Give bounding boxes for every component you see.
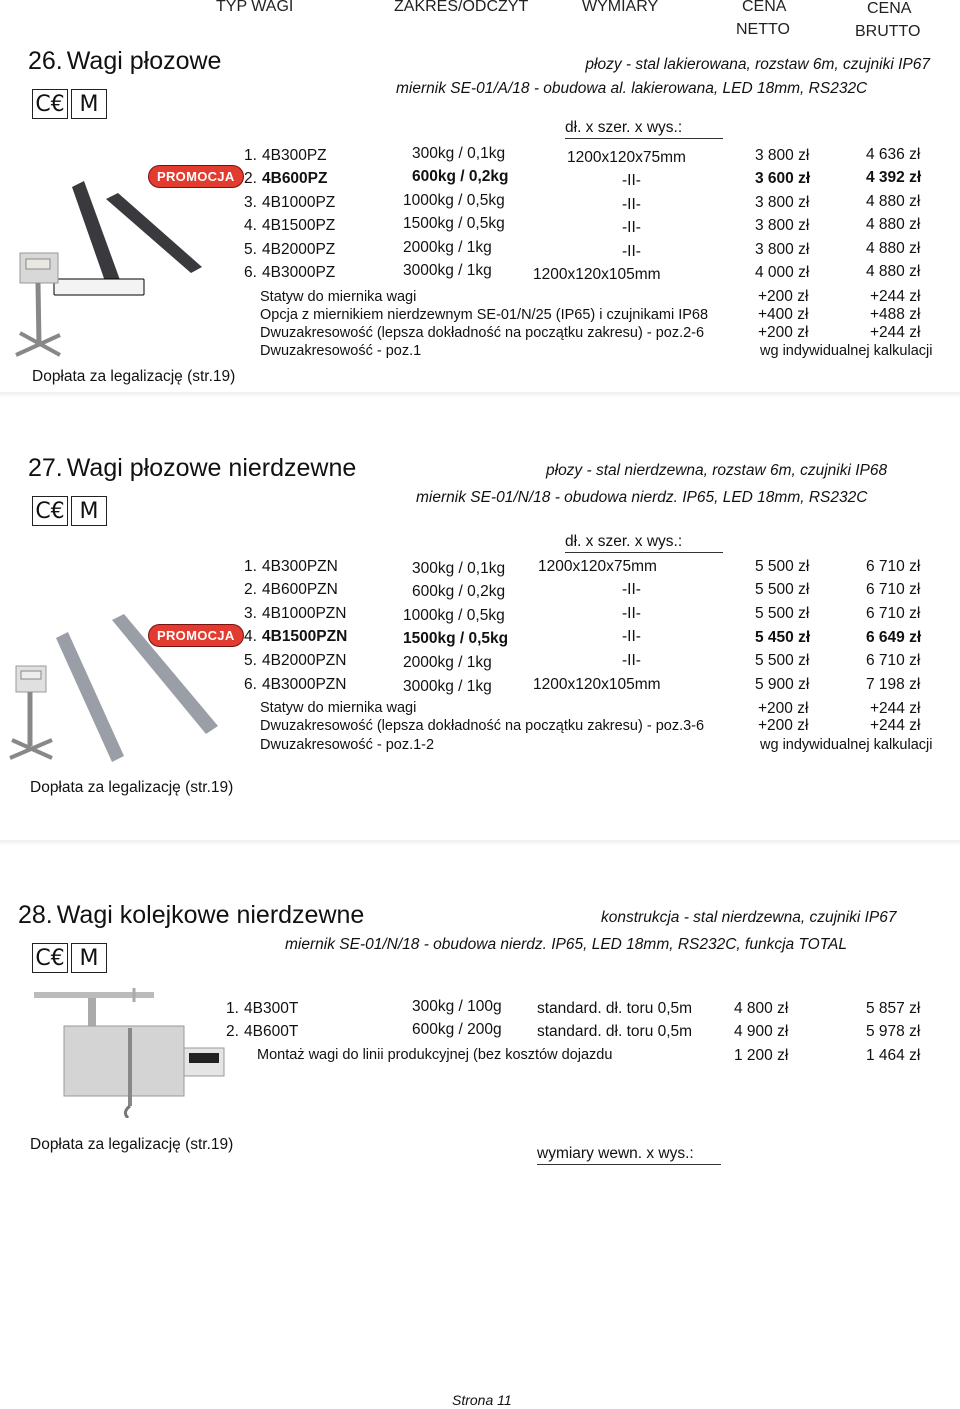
row-range: 3000kg / 1kg (403, 262, 492, 279)
row-brutto: 5 978 zł (866, 1023, 921, 1040)
section-26-title-text: Wagi płozowe (66, 47, 222, 75)
row-range: 300kg / 0,1kg (412, 145, 506, 162)
row-netto: 4 900 zł (734, 1023, 789, 1040)
row-index: 3. (244, 194, 257, 211)
row-netto: 3 800 zł (755, 194, 810, 211)
section-28-number: 28. (18, 901, 53, 929)
row-netto: 5 500 zł (755, 605, 810, 622)
header-typ: TYP WAGI (216, 0, 294, 15)
m-mark-icon: M (71, 496, 107, 526)
extra-netto: +400 zł (758, 306, 809, 323)
section-28-desc1: konstrukcja - stal nierdzewna, czujniki IP67 (601, 909, 897, 926)
row-netto: 3 800 zł (755, 147, 810, 164)
ce-mark-icon: C€ (32, 89, 68, 119)
section-26-title (28, 47, 221, 76)
section-26-desc1: płozy - stal lakierowana, rozstaw 6m, czujniki IP67 (585, 56, 930, 73)
extra-label: Statyw do miernika wagi (260, 700, 417, 716)
header-wymiary: WYMIARY (582, 0, 659, 15)
row-model: 4B300PZ (262, 147, 327, 164)
ce-mark-icon: C€ (32, 496, 68, 526)
row-model: 4B1000PZ (262, 194, 336, 211)
row-brutto: 4 880 zł (866, 240, 921, 257)
extra-brutto: +244 zł (870, 717, 921, 734)
row-range: 1000kg / 0,5kg (403, 192, 505, 209)
row-dim: -II- (622, 652, 641, 669)
extra-label: Montaż wagi do linii produkcyjnej (bez kosztów dojazdu (257, 1047, 613, 1063)
row-brutto: 6 710 zł (866, 581, 921, 598)
row-index: 1. (226, 1000, 239, 1017)
extra-brutto: 1 464 zł (866, 1047, 921, 1064)
row-index: 1. (244, 147, 257, 164)
row-range: 2000kg / 1kg (403, 654, 492, 671)
section-26-footnote: Dopłata za legalizację (str.19) (32, 368, 236, 385)
extra-note: wg indywidualnej kalkulacji (760, 737, 933, 753)
section-28-dim-label: wymiary wewn. x wys.: (537, 1145, 721, 1165)
row-brutto: 4 880 zł (866, 193, 921, 210)
m-mark-icon: M (71, 943, 107, 973)
header-brutto-1: CENA (867, 0, 912, 17)
extra-brutto: +488 zł (870, 306, 921, 323)
row-model: 4B600PZ (262, 170, 328, 187)
row-range: 3000kg / 1kg (403, 678, 492, 695)
extra-label: Opcja z miernikiem nierdzewnym SE-01/N/25 (IP65) i czujnikami IP68 (260, 307, 709, 323)
row-model: 4B1500PZ (262, 217, 336, 234)
stainless-runners-image (8, 570, 240, 770)
row-range: 2000kg / 1kg (403, 239, 492, 256)
section-28-title (18, 901, 364, 930)
row-brutto: 6 710 zł (866, 605, 921, 622)
row-model: 4B1000PZN (262, 605, 347, 622)
row-brutto: 4 880 zł (866, 216, 921, 233)
row-netto: 5 450 zł (755, 629, 811, 646)
row-range: 1500kg / 0,5kg (403, 630, 509, 647)
header-netto-2: NETTO (736, 21, 790, 38)
row-model: 4B3000PZN (262, 676, 347, 693)
row-dim: standard. dł. toru 0,5m (537, 1000, 693, 1017)
m-mark-icon: M (71, 89, 107, 119)
row-dim: 1200x120x105mm (533, 676, 661, 693)
section-27-title (28, 454, 356, 483)
header-brutto-2: BRUTTO (855, 23, 921, 40)
row-netto: 5 900 zł (755, 676, 810, 693)
row-brutto: 4 636 zł (866, 146, 921, 163)
row-dim: 1200x120x105mm (533, 266, 661, 283)
promo-badge: PROMOCJA (148, 165, 244, 188)
row-index: 1. (244, 558, 257, 575)
extra-label: Dwuzakresowość (lepsza dokładność na początku zakresu) - poz.3-6 (260, 718, 705, 734)
row-dim: -II- (622, 243, 641, 260)
row-netto: 5 500 zł (755, 652, 810, 669)
row-netto: 3 800 zł (755, 241, 810, 258)
section-27-number: 27. (28, 454, 63, 482)
row-range: 600kg / 200g (412, 1021, 502, 1038)
row-brutto: 6 710 zł (866, 652, 921, 669)
section-divider (0, 840, 960, 846)
extra-netto: +200 zł (758, 717, 809, 734)
row-index: 4. (244, 628, 257, 645)
row-index: 5. (244, 241, 257, 258)
row-index: 2. (226, 1023, 239, 1040)
row-range: 300kg / 0,1kg (412, 560, 506, 577)
extra-brutto: +244 zł (870, 324, 921, 341)
extra-netto: +200 zł (758, 288, 809, 305)
section-27-desc1: płozy - stal nierdzewna, rozstaw 6m, czujniki IP68 (546, 462, 888, 479)
extra-label: Dwuzakresowość (lepsza dokładność na początku zakresu) - poz.2-6 (260, 325, 705, 341)
section-28-title-text: Wagi kolejkowe nierdzewne (56, 901, 365, 929)
section-26-number: 26. (28, 47, 63, 75)
row-brutto: 4 880 zł (866, 263, 921, 280)
row-brutto: 7 198 zł (866, 676, 921, 693)
row-brutto: 6 710 zł (866, 558, 921, 575)
section-28-footnote: Dopłata za legalizację (str.19) (30, 1136, 234, 1153)
row-model: 4B300PZN (262, 558, 338, 575)
row-range: 600kg / 0,2kg (412, 168, 509, 185)
row-dim: -II- (622, 196, 641, 213)
row-model: 4B600T (244, 1023, 299, 1040)
row-range: 1500kg / 0,5kg (403, 215, 505, 232)
row-brutto: 5 857 zł (866, 1000, 921, 1017)
row-netto: 3 800 zł (755, 217, 810, 234)
extra-brutto: +244 zł (870, 700, 921, 717)
extra-netto: +200 zł (758, 324, 809, 341)
header-netto-1: CENA (742, 0, 787, 15)
row-model: 4B600PZN (262, 581, 338, 598)
row-netto: 4 800 zł (734, 1000, 789, 1017)
row-model: 4B2000PZ (262, 241, 336, 258)
row-dim: -II- (622, 172, 641, 189)
section-27-dim-label: dł. x szer. x wys.: (565, 533, 723, 553)
section-27-footnote: Dopłata za legalizację (str.19) (30, 779, 234, 796)
row-dim: -II- (622, 605, 641, 622)
row-range: 600kg / 0,2kg (412, 583, 506, 600)
row-dim: -II- (622, 628, 641, 645)
row-model: 4B2000PZN (262, 652, 347, 669)
row-dim: standard. dł. toru 0,5m (537, 1023, 693, 1040)
row-netto: 3 600 zł (755, 170, 811, 187)
section-27-desc2: miernik SE-01/N/18 - obudowa nierdz. IP65, LED 18mm, RS232C (416, 489, 868, 506)
section-27-title-text: Wagi płozowe nierdzewne (66, 454, 357, 482)
extra-label: Statyw do miernika wagi (260, 289, 417, 305)
extra-netto: 1 200 zł (734, 1047, 789, 1064)
row-model: 4B1500PZN (262, 628, 348, 645)
header-zakres: ZAKRES/ODCZYT (394, 0, 529, 15)
ce-mark-icon: C€ (32, 943, 68, 973)
extra-netto: +200 zł (758, 700, 809, 717)
extra-label: Dwuzakresowość - poz.1 (260, 343, 422, 359)
row-index: 2. (244, 581, 257, 598)
promo-badge: PROMOCJA (148, 624, 244, 647)
section-26-dim-label: dł. x szer. x wys.: (565, 119, 723, 139)
row-model: 4B300T (244, 1000, 299, 1017)
row-netto: 5 500 zł (755, 581, 810, 598)
row-index: 4. (244, 217, 257, 234)
row-index: 3. (244, 605, 257, 622)
row-dim: -II- (622, 219, 641, 236)
extra-note: wg indywidualnej kalkulacji (760, 343, 933, 359)
row-range: 1000kg / 0,5kg (403, 607, 505, 624)
row-brutto: 6 649 zł (866, 629, 922, 646)
section-26-desc2: miernik SE-01/A/18 - obudowa al. lakierowana, LED 18mm, RS232C (396, 80, 868, 97)
row-index: 6. (244, 264, 257, 281)
row-netto: 4 000 zł (755, 264, 810, 281)
overhead-rail-scale-image (34, 988, 234, 1118)
row-netto: 5 500 zł (755, 558, 810, 575)
row-range: 300kg / 100g (412, 998, 502, 1015)
page-number: Strona 11 (452, 1392, 512, 1408)
section-28-desc2: miernik SE-01/N/18 - obudowa nierdz. IP65, LED 18mm, RS232C, funkcja TOTAL (285, 936, 847, 953)
row-dim: -II- (622, 581, 641, 598)
row-dim: 1200x120x75mm (538, 558, 657, 575)
extra-brutto: +244 zł (870, 288, 921, 305)
row-index: 2. (244, 170, 257, 187)
row-brutto: 4 392 zł (866, 169, 922, 186)
row-index: 6. (244, 676, 257, 693)
row-model: 4B3000PZ (262, 264, 336, 281)
row-dim: 1200x120x75mm (567, 149, 686, 166)
section-divider (0, 392, 960, 398)
extra-label: Dwuzakresowość - poz.1-2 (260, 737, 435, 753)
row-index: 5. (244, 652, 257, 669)
